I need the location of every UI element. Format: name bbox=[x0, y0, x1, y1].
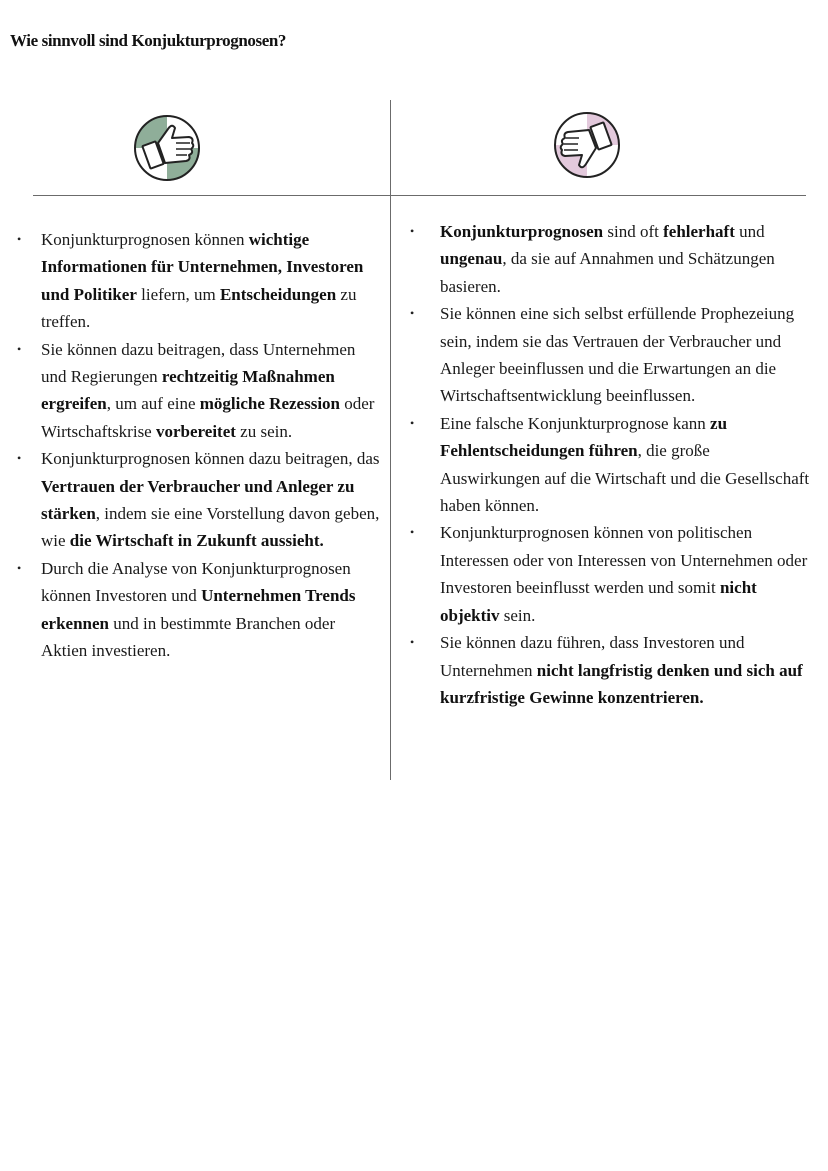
contra-list bbox=[440, 218, 812, 711]
thumbs-down-icon bbox=[552, 110, 622, 182]
body-text: liefern, um bbox=[136, 284, 220, 304]
body-text: oder Wirtschaftskrise bbox=[41, 394, 375, 441]
body-text: und bbox=[734, 222, 765, 241]
emphasis-text: Unternehmen Trends erkennen bbox=[41, 586, 356, 633]
emphasis-text: ungenau bbox=[440, 249, 503, 269]
column-divider bbox=[390, 100, 391, 780]
body-text: Sie können dazu beitragen, dass Unternehmen und Regierungen bbox=[41, 339, 356, 387]
emphasis-text: nicht langfristig denken und sich auf kurzfristige Gewinne konzentrieren. bbox=[440, 660, 803, 707]
list-item bbox=[41, 555, 381, 665]
body-text: zu sein. bbox=[235, 421, 293, 441]
pro-list bbox=[41, 226, 381, 665]
emphasis-text: fehlerhaft bbox=[663, 222, 735, 241]
emphasis-text: zu Fehlentscheidungen führen bbox=[440, 413, 728, 461]
body-text: , da sie auf Annahmen und Schätzungen basieren. bbox=[440, 249, 775, 296]
thumbs-up-icon bbox=[132, 113, 202, 183]
body-text: und in bestimmte Branchen oder Aktien investieren. bbox=[41, 613, 336, 661]
body-text: Konjunkturprognosen können dazu beitragen, das bbox=[41, 449, 380, 469]
list-item bbox=[41, 336, 381, 446]
list-item bbox=[440, 410, 812, 520]
emphasis-text: Entscheidungen bbox=[219, 284, 337, 304]
body-text: Konjunkturprognosen können bbox=[41, 230, 249, 249]
body-text: Konjunkturprognosen können von politischen Interessen oder von Interessen von Unternehmen oder Investoren beeinflusst werden und somit bbox=[440, 523, 808, 598]
header-divider bbox=[33, 195, 806, 196]
emphasis-text: vorbereitet bbox=[155, 421, 236, 441]
body-text: zu treffen. bbox=[41, 284, 357, 332]
body-text: , die große Auswirkungen auf die Wirtschaft und die Gesellschaft haben können. bbox=[440, 441, 810, 516]
list-item bbox=[440, 519, 812, 629]
list-item bbox=[41, 445, 381, 555]
list-item bbox=[440, 218, 812, 300]
emphasis-text: Vertrauen der Verbraucher und Anleger zu stärken bbox=[41, 476, 355, 524]
body-text: , um auf eine bbox=[106, 394, 200, 414]
emphasis-text: rechtzeitig Maßnahmen ergreifen bbox=[41, 367, 335, 414]
body-text: sind oft bbox=[603, 222, 664, 241]
body-text: Sie können dazu führen, dass Investoren und Unternehmen bbox=[440, 633, 745, 680]
emphasis-text: Konjunkturprognosen bbox=[440, 222, 604, 241]
list-item bbox=[440, 300, 812, 410]
emphasis-text: nicht objektiv bbox=[440, 578, 757, 625]
page-title: Wie sinnvoll sind Konjukturprognosen? bbox=[10, 31, 287, 50]
emphasis-text: mögliche Rezession bbox=[199, 394, 340, 414]
body-text: Sie können eine sich selbst erfüllende Prophezeiung sein, indem sie das Vertrauen der Verbraucher und Anleger beeinflussen und die Erwartungen an die Wirtschaftsentwicklung beeinflussen. bbox=[440, 304, 795, 406]
list-item bbox=[41, 226, 381, 336]
emphasis-text: wichtige Informationen für Unternehmen, Investoren und Politiker bbox=[41, 230, 364, 304]
body-text: , indem sie eine Vorstellung davon geben, wie bbox=[41, 504, 380, 551]
emphasis-text: die Wirtschaft in Zukunft aussieht. bbox=[69, 531, 324, 551]
body-text: Durch die Analyse von Konjunkturprognosen können Investoren und bbox=[41, 558, 351, 606]
list-item bbox=[440, 629, 812, 711]
body-text: sein. bbox=[499, 605, 536, 625]
body-text: Eine falsche Konjunkturprognose kann bbox=[440, 413, 711, 433]
